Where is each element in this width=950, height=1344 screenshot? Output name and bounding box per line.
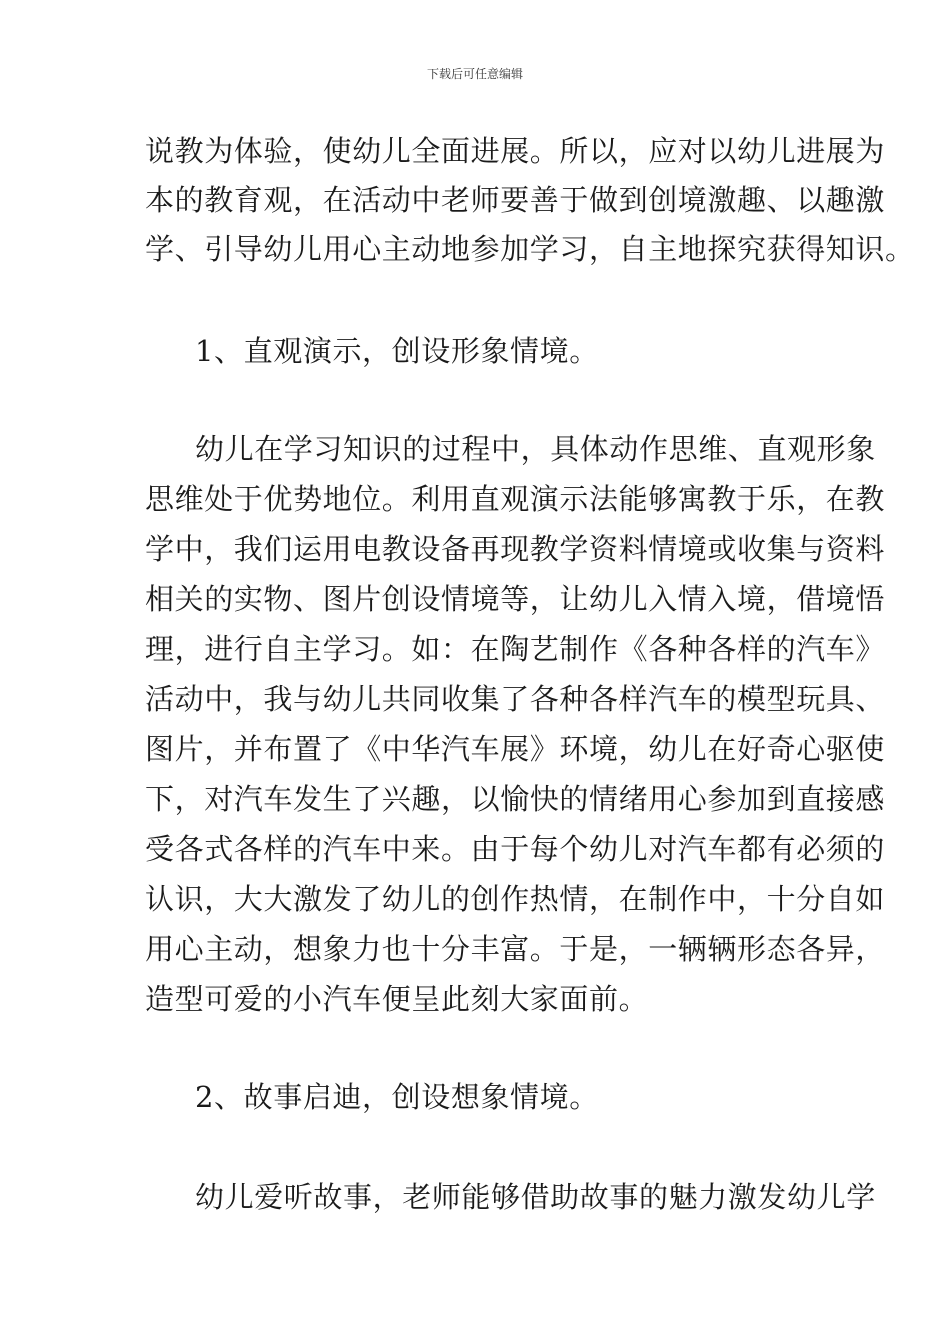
paragraph-line: 学、引导幼儿用心主动地参加学习，自主地探究获得知识。: [145, 232, 915, 266]
paragraph-line: 相关的实物、图片创设情境等，让幼儿入情入境，借境悟: [145, 582, 886, 616]
page-header: 下载后可任意编辑: [426, 67, 523, 81]
paragraph-line: 理，进行自主学习。如：在陶艺制作《各种各样的汽车》: [145, 632, 886, 666]
paragraph-line: 思维处于优势地位。利用直观演示法能够寓教于乐，在教: [145, 482, 886, 516]
paragraph-line: 造型可爱的小汽车便呈此刻大家面前。: [145, 982, 649, 1016]
paragraph-line: 认识，大大激发了幼儿的创作热情，在制作中，十分自如: [145, 882, 886, 916]
paragraph-line: 学中，我们运用电教设备再现教学资料情境或收集与资料: [145, 532, 886, 566]
paragraph-line: 幼儿爱听故事，老师能够借助故事的魅力激发幼儿学: [195, 1180, 876, 1214]
paragraph-line: 用心主动，想象力也十分丰富。于是，一辆辆形态各异，: [145, 932, 886, 966]
section-heading: 2、故事启迪，创设想象情境。: [195, 1080, 599, 1114]
paragraph-line: 下，对汽车发生了兴趣，以愉快的情绪用心参加到直接感: [145, 782, 886, 816]
paragraph-line: 图片，并布置了《中华汽车展》环境，幼儿在好奇心驱使: [145, 732, 886, 766]
paragraph-line: 活动中，我与幼儿共同收集了各种各样汽车的模型玩具、: [145, 682, 886, 716]
paragraph-line: 本的教育观，在活动中老师要善于做到创境激趣、以趣激: [145, 183, 886, 217]
paragraph-line: 幼儿在学习知识的过程中，具体动作思维、直观形象: [195, 432, 876, 466]
paragraph-line: 受各式各样的汽车中来。由于每个幼儿对汽车都有必须的: [145, 832, 886, 866]
paragraph-line: 说教为体验，使幼儿全面进展。所以，应对以幼儿进展为: [145, 134, 886, 168]
section-heading: 1、直观演示，创设形象情境。: [195, 334, 599, 368]
